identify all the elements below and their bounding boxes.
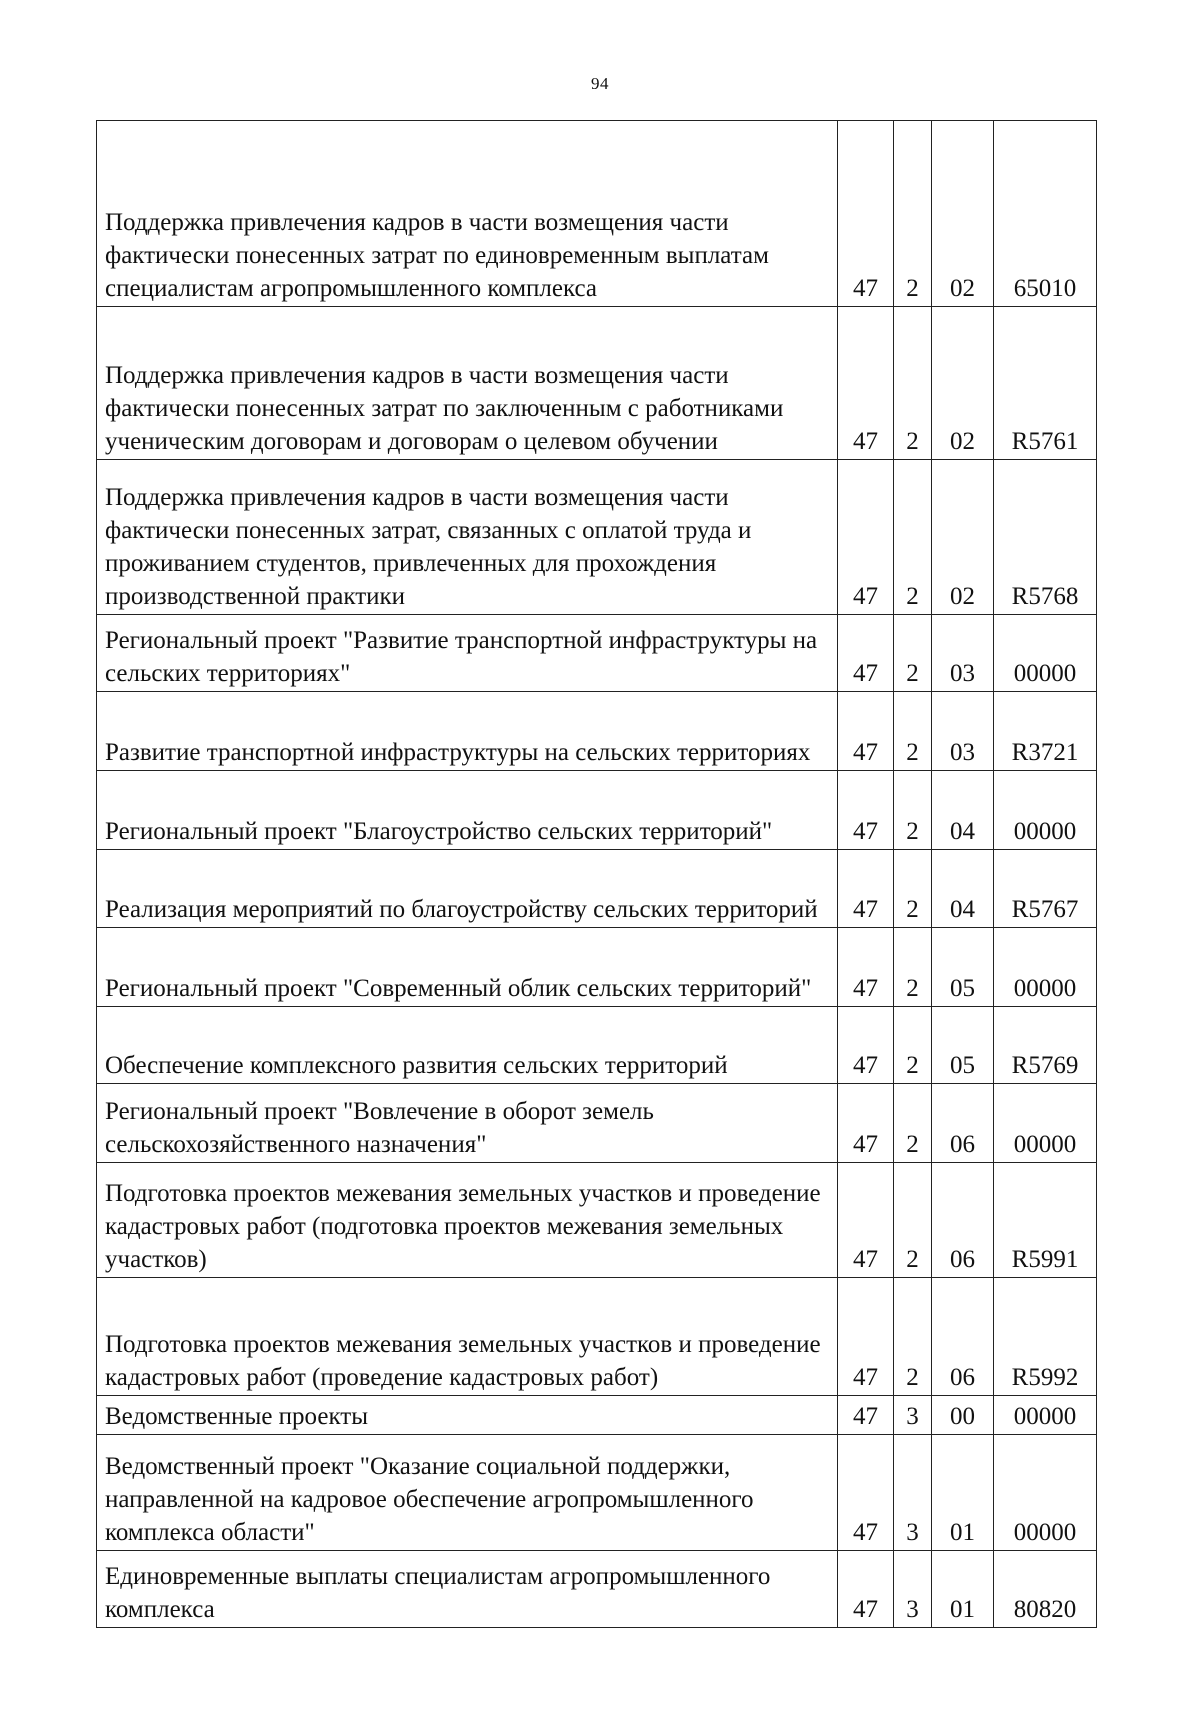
row-description: Реализация мероприятий по благоустройству сельских территорий <box>97 849 838 927</box>
code-program: 47 <box>838 849 894 927</box>
row-description: Развитие транспортной инфраструктуры на сельских территориях <box>97 691 838 770</box>
code-program: 47 <box>838 1162 894 1277</box>
code-group: 00 <box>932 1395 994 1434</box>
budget-classification-table <box>96 120 1097 1628</box>
code-program: 47 <box>838 1083 894 1162</box>
table-row <box>97 459 1097 614</box>
code-group: 01 <box>932 1550 994 1627</box>
code-program: 47 <box>838 182 894 306</box>
table-row <box>97 1395 1097 1434</box>
table-row <box>97 1277 1097 1395</box>
code-direction: R5767 <box>994 849 1097 927</box>
code-subprogram: 2 <box>894 459 932 614</box>
table-row <box>97 1434 1097 1550</box>
code-direction: R5991 <box>994 1162 1097 1277</box>
code-group: 06 <box>932 1162 994 1277</box>
code-program: 47 <box>838 691 894 770</box>
code-subprogram: 2 <box>894 770 932 849</box>
code-direction: 00000 <box>994 1434 1097 1550</box>
code-subprogram: 2 <box>894 1006 932 1083</box>
code-group: 04 <box>932 849 994 927</box>
code-subprogram: 2 <box>894 306 932 459</box>
code-direction: 65010 <box>994 182 1097 306</box>
row-description: Ведомственные проекты <box>97 1395 838 1434</box>
table-row <box>97 614 1097 691</box>
code-program: 47 <box>838 1434 894 1550</box>
page-number: 94 <box>591 74 609 93</box>
code-subprogram: 3 <box>894 1395 932 1434</box>
code-group: 02 <box>932 182 994 306</box>
table-row <box>97 770 1097 849</box>
table-row <box>97 1162 1097 1277</box>
table-row <box>97 927 1097 1006</box>
table-row <box>97 849 1097 927</box>
row-description: Обеспечение комплексного развития сельских территорий <box>97 1006 838 1083</box>
code-subprogram: 3 <box>894 1550 932 1627</box>
code-direction: R5992 <box>994 1277 1097 1395</box>
row-description: Поддержка привлечения кадров в части возмещения части фактически понесенных затрат, связанных с оплатой труда и проживанием студентов, привлеченных для прохождения производственной практики <box>97 459 838 614</box>
code-group: 04 <box>932 770 994 849</box>
row-description: Поддержка привлечения кадров в части возмещения части фактически понесенных затрат по заключенным с работниками ученическим договорам и договорам о целевом обучении <box>97 306 838 459</box>
code-direction: 00000 <box>994 770 1097 849</box>
row-description: Региональный проект "Развитие транспортной инфраструктуры на сельских территориях" <box>97 614 838 691</box>
code-program: 47 <box>838 1395 894 1434</box>
row-description: Единовременные выплаты специалистам агропромышленного комплекса <box>97 1550 838 1627</box>
table-row <box>97 306 1097 459</box>
row-description: Ведомственный проект "Оказание социальной поддержки, направленной на кадровое обеспечение агропромышленного комплекса области" <box>97 1434 838 1550</box>
code-subprogram: 2 <box>894 182 932 306</box>
code-direction: 00000 <box>994 614 1097 691</box>
code-group: 03 <box>932 614 994 691</box>
code-program: 47 <box>838 1550 894 1627</box>
code-direction: 00000 <box>994 1395 1097 1434</box>
code-subprogram: 2 <box>894 1277 932 1395</box>
row-description: Подготовка проектов межевания земельных участков и проведение кадастровых работ (подготовка проектов межевания земельных участков) <box>97 1162 838 1277</box>
code-direction: 00000 <box>994 1083 1097 1162</box>
code-group: 06 <box>932 1083 994 1162</box>
code-subprogram: 2 <box>894 614 932 691</box>
code-group: 02 <box>932 459 994 614</box>
code-group: 01 <box>932 1434 994 1550</box>
code-direction: R5761 <box>994 306 1097 459</box>
table-row <box>97 182 1097 306</box>
code-program: 47 <box>838 306 894 459</box>
row-description: Подготовка проектов межевания земельных участков и проведение кадастровых работ (проведение кадастровых работ) <box>97 1277 838 1395</box>
code-direction: 80820 <box>994 1550 1097 1627</box>
code-subprogram: 3 <box>894 1434 932 1550</box>
table-row <box>97 1083 1097 1162</box>
table-top-blank-row <box>97 121 1097 183</box>
code-subprogram: 2 <box>894 1162 932 1277</box>
code-group: 03 <box>932 691 994 770</box>
row-description: Региональный проект "Вовлечение в оборот земель сельскохозяйственного назначения" <box>97 1083 838 1162</box>
code-direction: 00000 <box>994 927 1097 1006</box>
code-program: 47 <box>838 927 894 1006</box>
row-description: Поддержка привлечения кадров в части возмещения части фактически понесенных затрат по единовременным выплатам специалистам агропромышленного комплекса <box>97 182 838 306</box>
code-group: 05 <box>932 1006 994 1083</box>
code-subprogram: 2 <box>894 1083 932 1162</box>
code-group: 06 <box>932 1277 994 1395</box>
table-row <box>97 1550 1097 1627</box>
code-subprogram: 2 <box>894 849 932 927</box>
code-subprogram: 2 <box>894 927 932 1006</box>
code-group: 05 <box>932 927 994 1006</box>
code-group: 02 <box>932 306 994 459</box>
code-program: 47 <box>838 770 894 849</box>
table-row <box>97 691 1097 770</box>
code-subprogram: 2 <box>894 691 932 770</box>
code-direction: R5769 <box>994 1006 1097 1083</box>
code-direction: R5768 <box>994 459 1097 614</box>
code-direction: R3721 <box>994 691 1097 770</box>
code-program: 47 <box>838 1006 894 1083</box>
row-description: Региональный проект "Современный облик сельских территорий" <box>97 927 838 1006</box>
row-description: Региональный проект "Благоустройство сельских территорий" <box>97 770 838 849</box>
code-program: 47 <box>838 614 894 691</box>
code-program: 47 <box>838 459 894 614</box>
table-row <box>97 1006 1097 1083</box>
code-program: 47 <box>838 1277 894 1395</box>
